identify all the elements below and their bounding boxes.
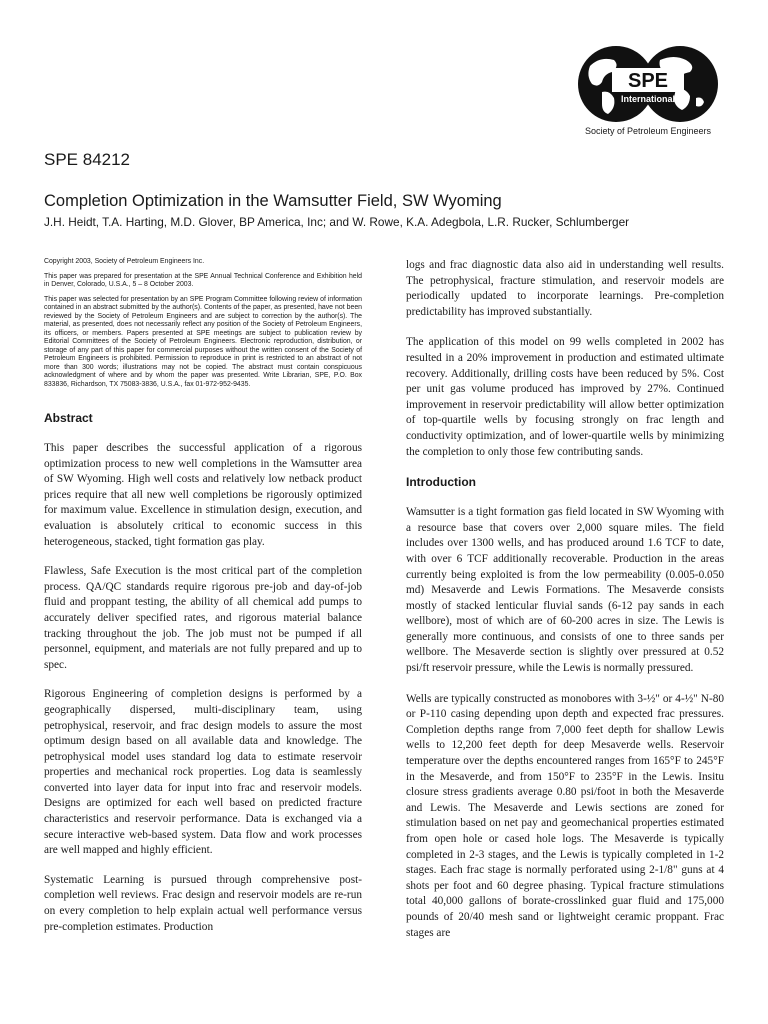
paper-authors: J.H. Heidt, T.A. Harting, M.D. Glover, BP America, Inc; and W. Rowe, K.A. Adegbola, L.R. Rucker, Schlumberger [44, 215, 630, 229]
left-column [44, 258, 362, 949]
abstract-paragraph: The application of this model on 99 wells completed in 2002 has resulted in a 20% improvement in production and estimated ultimate recovery. Additionally, drilling costs have been reduced by 5%. Cost per unit gas volume produced has improved by 27%. Continued improvement in reservoir predictability will allow better optimization of top-quartile wells by focusing strongly on frac length and conductivity optimization, and of lower-quartile wells by minimizing the completion to only those few contributing sands. [406, 336, 724, 458]
abstract-paragraph: Flawless, Safe Execution is the most critical part of the completion process. QA/QC standards require rigorous pre-job and day-of-job fluid and proppant testing, the ability of all chemical add pumps to accurately deliver specified rates, and rigorous material balance tracking throughout the job. The job must not be pumped if all personnel, equipment, and materials are not fully prepared and up to spec. [44, 565, 362, 671]
logo-initials: SPE [627, 70, 669, 92]
logo-subtitle: International [620, 94, 676, 104]
abstract-paragraph: Rigorous Engineering of completion designs is performed by a geographically dispersed, multi-disciplinary team, using petrophysical, reservoir, and frac design models to assure the most optimum design based on all available data and knowledge. The petrophysical model uses standard log data to estimate reservoir properties and mechanical rock properties. Log data is seamlessly converted into layer data for input into frac and reservoir models. Designs are optimized for each well based on predicted fracture characteristics and reservoir performance. Data is exchanged via a secure interactive web-based system. Data flow and work processes are well mapped and highly efficient. [44, 688, 362, 857]
introduction-heading: Introduction [406, 475, 476, 490]
abstract-paragraph: logs and frac diagnostic data also aid in understanding well results. The petrophysical, fracture stimulation, and reservoir models are periodically updated to incorporate learnings. Pre-completion predictability has improved substantially. [406, 259, 724, 318]
logo-caption: Society of Petroleum Engineers [584, 126, 712, 136]
abstract-paragraph: Systematic Learning is pursued through comprehensive post-completion well reviews. Frac design and reservoir models are re-run on every completion to help explain actual well performance versus pre-completion estimates. Production [44, 873, 362, 933]
globe-logo-icon [572, 44, 724, 128]
spe-logo [572, 44, 724, 142]
abstract-paragraph: This paper describes the successful application of a rigorous optimization process to new well completions in the Wamsutter area of SW Wyoming. High well costs and relatively low netback product prices require that all new well completions be rigorously optimized for maximum value. Excellence in stimulation design, execution, and evaluation is absolutely critical to economic success in this heterogeneous, stacked, tight formation gas play. [44, 442, 362, 548]
paper-title: Completion Optimization in the Wamsutter Field, SW Wyoming [44, 192, 502, 210]
copyright-line: Copyright 2003, Society of Petroleum Engineers Inc. [44, 258, 205, 265]
right-column [406, 258, 724, 956]
abstract-heading: Abstract [44, 411, 93, 425]
review-notice: This paper was selected for presentation by an SPE Program Committee following review of information contained in an abstract submitted by the author(s). Contents of the paper, as presented, have not been reviewed by the Society of Petroleum Engineers and are subject to correction by the author(s). The material, as presented, does not necessarily reflect any position of the Society of Petroleum Engineers, its officers, or members. Papers presented at SPE meetings are subject to publication review by Editorial Committees of the Society of Petroleum Engineers. Electronic reproduction, distribution, or storage of any part of this paper for commercial purposes without the written consent of the Society of Petroleum Engineers is prohibited. Permission to reproduce in print is restricted to an abstract of not more than 300 words; illustrations may not be copied. The abstract must contain conspicuous acknowledgment of where and by whom the paper was presented. Write Librarian, SPE, P.O. Box 833836, Richardson, TX 75083-3836, U.S.A., fax 01-972-952-9435. [44, 295, 362, 388]
conference-note: This paper was prepared for presentation at the SPE Annual Technical Conference and Exhibition held in Denver, Colorado, U.S.A., 5 – 8 October 2003. [44, 272, 362, 288]
introduction-paragraph: Wamsutter is a tight formation gas field located in SW Wyoming with a resource base that covers over 2,000 square miles. The field includes over 1300 wells, and has produced around 1.6 TCF to date, with over 6 TCF additionally recoverable. Production in the areas currently being exploited is from the low permeability (0.005-0.050 md) Mesaverde and Lewis Formations. The Mesaverde consists mostly of stacked lenticular fluvial sands (6-12 pay sands in each wellbore), most of which are of 60-200 acres in size. The Lewis is generally more continuous, and consists of one to three sands per wellbore. The Mesaverde section is slightly over pressured at 0.52 psi/ft reservoir pressure, while the Lewis is normally pressured. [406, 506, 724, 675]
paper-number: SPE 84212 [44, 150, 131, 169]
introduction-paragraph: Wells are typically constructed as monobores with 3-½" or 4-½" N-80 or P-110 casing depending upon depth and expected frac pressures. Completion depths range from 7,000 feet depth for shallow Lewis wells to 12,200 feet depth for deep Mesaverde wells. Reservoir temperature over the depths encountered ranges from 165°F to 245°F in the Mesaverde, and from 150°F to 235°F in the Lewis. Insitu closure stress gradients average 0.80 psi/foot in both the Mesaverde and Lewis. The Mesaverde and Lewis sections are zoned for stimulation based on net pay and geomechanical properties estimated from open hole or cased hole logs. The Mesaverde is typically completed in 2-3 stages, and the Lewis is typically completed in 1-2 stages. Each frac stage is normally perforated using 2-1/8" guns at 4 shots per foot and 60 degree phasing. Typical fracture stimulations total 40,000 gallons of borate-crosslinked guar fluid and 175,000 pounds of 20/40 mesh sand or lightweight ceramic proppant. Frac stages are [406, 692, 724, 939]
